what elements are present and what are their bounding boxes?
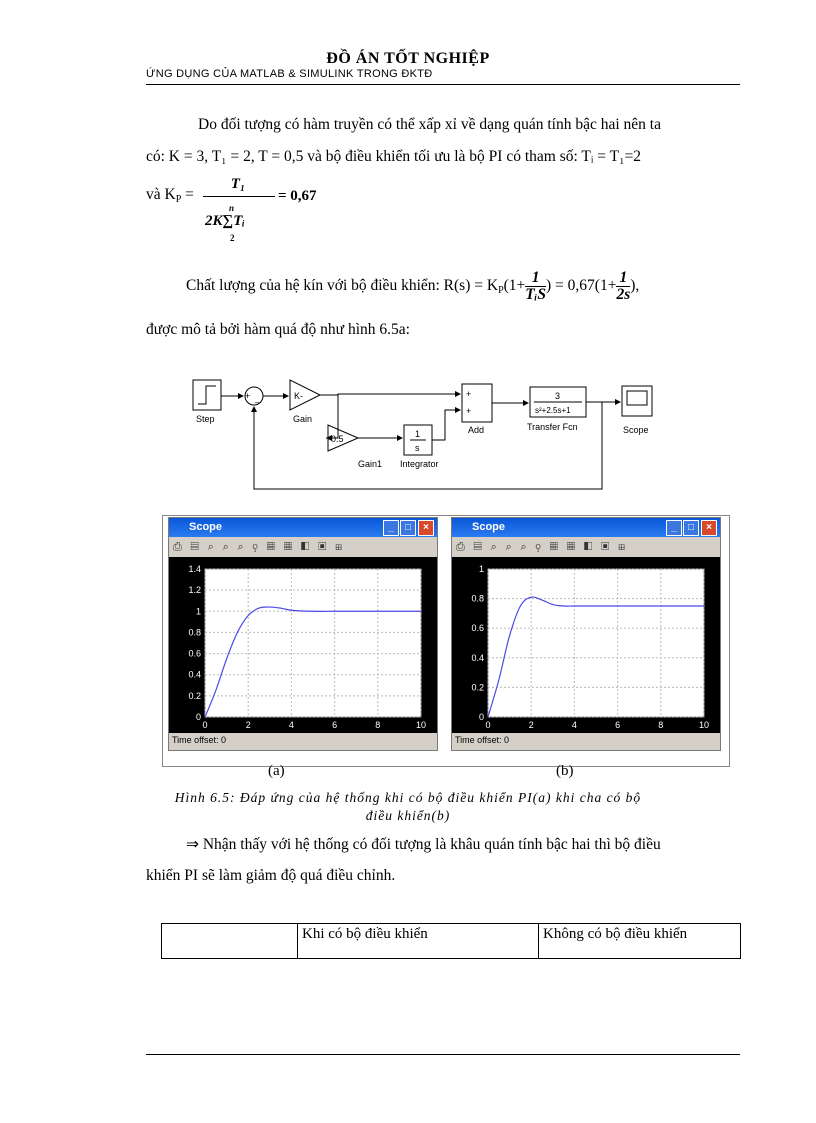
y-tick-label: 0 bbox=[478, 712, 484, 722]
x-tick-label: 10 bbox=[698, 720, 710, 730]
kp-result: = 0,67 bbox=[278, 188, 317, 204]
x-tick-label: 6 bbox=[615, 720, 621, 730]
y-tick-label: 0.8 bbox=[471, 593, 484, 604]
p2-end: ), bbox=[630, 277, 640, 295]
scope-b-toolbar[interactable]: ⎙ ▤ ⌕ ⌕ ⌕ ⚲ ▦ ▦ ◧ ▣ ⊞ bbox=[452, 537, 720, 557]
gain1-value: 0.5 bbox=[331, 434, 344, 444]
p2-frac1-num: 1 bbox=[525, 270, 546, 287]
maximize-icon[interactable]: □ bbox=[683, 520, 699, 536]
p2-mid2: ) = 0,67(1+ bbox=[546, 277, 617, 295]
footer-rule bbox=[146, 1054, 740, 1055]
table-cell-without-controller: Không có bộ điều khiển bbox=[539, 924, 741, 959]
integrator-label: Integrator bbox=[400, 459, 439, 469]
plot-area bbox=[488, 569, 704, 717]
paragraph-2 bbox=[186, 270, 639, 303]
svg-text:_: _ bbox=[255, 393, 261, 403]
x-tick-label: 8 bbox=[658, 720, 664, 730]
x-tick-label: 10 bbox=[415, 720, 427, 730]
paragraph-3: được mô tả bởi hàm quá độ như hình 6.5a: bbox=[146, 321, 410, 338]
scope-a-time-offset: Time offset: 0 bbox=[169, 733, 437, 747]
step-label: Step bbox=[196, 414, 215, 424]
plot-area bbox=[205, 569, 421, 717]
close-icon[interactable]: × bbox=[701, 520, 717, 536]
y-tick-label: 0 bbox=[195, 712, 201, 722]
p2-fraction-1 bbox=[525, 270, 546, 303]
scope-window-a[interactable] bbox=[168, 517, 438, 751]
table-row bbox=[162, 924, 741, 959]
x-tick-label: 8 bbox=[375, 720, 381, 730]
kp-numerator: T₁ bbox=[230, 176, 246, 192]
simulink-diagram bbox=[190, 376, 660, 496]
close-icon[interactable]: × bbox=[418, 520, 434, 536]
kp-formula bbox=[146, 185, 194, 210]
gain1-label: Gain1 bbox=[358, 459, 383, 469]
kp-prefix: và K bbox=[146, 186, 176, 203]
figure-label-a: (a) bbox=[268, 763, 285, 779]
kp-denominator: 2K∑Tᵢ bbox=[205, 213, 245, 229]
scope-block[interactable] bbox=[622, 386, 652, 416]
y-tick-label: 1.4 bbox=[188, 564, 201, 574]
paragraph-1-line-2: có: K = 3, T₁ = 2, T = 0,5 và bộ điều khiển tối ưu là bộ PI có tham số: Tᵢ = T₁=2 bbox=[146, 148, 641, 165]
scope-b-titlebar[interactable] bbox=[452, 518, 720, 537]
scope-label: Scope bbox=[623, 425, 649, 435]
y-tick-label: 0.2 bbox=[188, 690, 201, 701]
figure-label-b: (b) bbox=[556, 763, 574, 779]
table-cell-empty bbox=[162, 924, 298, 959]
scope-b-plot bbox=[452, 557, 720, 733]
p2-mid1: (1+ bbox=[503, 277, 526, 295]
y-tick-label: 0.2 bbox=[471, 682, 484, 693]
svg-text:+: + bbox=[245, 391, 251, 401]
step-block[interactable] bbox=[193, 380, 221, 410]
p2-frac1-den: TᵢS bbox=[525, 286, 546, 303]
p2-text: Chất lượng của hệ kín với bộ điều khiển: R(s) = K bbox=[186, 277, 499, 295]
gain-label: Gain bbox=[293, 414, 313, 424]
scope-a-plot bbox=[169, 557, 437, 733]
y-tick-label: 1 bbox=[478, 564, 484, 574]
y-tick-label: 1 bbox=[195, 606, 201, 617]
y-tick-label: 0.6 bbox=[471, 623, 484, 634]
minimize-icon[interactable]: _ bbox=[666, 520, 682, 536]
x-tick-label: 4 bbox=[571, 720, 577, 730]
comparison-table bbox=[161, 923, 741, 959]
scope-a-title: Scope bbox=[189, 521, 223, 533]
paragraph-1-line-1: Do đối tượng có hàm truyền có thể xấp xỉ về dạng quán tính bậc hai nên ta bbox=[198, 116, 661, 133]
kp-equals: = bbox=[185, 186, 194, 203]
x-tick-label: 0 bbox=[485, 720, 491, 730]
y-tick-label: 0.8 bbox=[188, 627, 201, 638]
scope-a-toolbar[interactable]: ⎙ ▤ ⌕ ⌕ ⌕ ⚲ ▦ ▦ ◧ ▣ ⊞ bbox=[169, 537, 437, 557]
document-title: ĐỒ ÁN TỐT NGHIỆP bbox=[326, 50, 490, 67]
scope-a-titlebar[interactable] bbox=[169, 518, 437, 537]
svg-text:+: + bbox=[466, 406, 472, 416]
p2-frac2-den: 2s bbox=[616, 286, 631, 303]
x-tick-label: 2 bbox=[245, 720, 251, 730]
scope-b-time-offset: Time offset: 0 bbox=[452, 733, 720, 747]
p2-fraction-2 bbox=[616, 270, 630, 303]
integrator-num: 1 bbox=[415, 429, 421, 439]
x-tick-label: 6 bbox=[332, 720, 338, 730]
y-tick-label: 0.4 bbox=[471, 652, 484, 663]
x-tick-label: 4 bbox=[288, 720, 294, 730]
kp-sum-bottom: 2 bbox=[230, 233, 235, 243]
maximize-icon[interactable]: □ bbox=[400, 520, 416, 536]
y-tick-label: 1.2 bbox=[188, 585, 201, 596]
kp-sum-top: n bbox=[229, 203, 235, 213]
p2-subscript: P bbox=[498, 285, 504, 297]
conclusion-line-1: ⇒ Nhận thấy với hệ thống có đối tượng là khâu quán tính bậc hai thì bộ điều bbox=[186, 836, 661, 853]
figure-caption-line-2: điều khiển(b) bbox=[365, 808, 451, 823]
tf-num: 3 bbox=[555, 391, 561, 401]
integrator-den: s bbox=[415, 443, 420, 453]
tf-label: Transfer Fcn bbox=[527, 422, 578, 432]
kp-subscript: P bbox=[175, 194, 182, 205]
header-rule bbox=[146, 84, 740, 85]
x-tick-label: 2 bbox=[528, 720, 534, 730]
document-subtitle: ỨNG DỤNG CỦA MATLAB & SIMULINK TRONG ĐKTĐ bbox=[146, 68, 433, 80]
p2-frac2-num: 1 bbox=[616, 270, 630, 287]
add-label: Add bbox=[468, 425, 485, 435]
figure-caption-line-1: Hình 6.5: Đáp ứng của hệ thống khi có bộ điều khiển PI(a) khi cha có bộ bbox=[174, 790, 642, 805]
minimize-icon[interactable]: _ bbox=[383, 520, 399, 536]
x-tick-label: 0 bbox=[202, 720, 208, 730]
svg-text:+: + bbox=[466, 389, 472, 399]
tf-den: s²+2.5s+1 bbox=[535, 406, 571, 415]
table-cell-with-controller: Khi có bộ điều khiển bbox=[298, 924, 539, 959]
scope-window-b[interactable] bbox=[451, 517, 721, 751]
conclusion-line-2: khiển PI sẽ làm giảm độ quá điều chỉnh. bbox=[146, 867, 396, 884]
kp-fraction-bar bbox=[203, 196, 275, 197]
y-tick-label: 0.6 bbox=[188, 648, 201, 659]
scope-b-title: Scope bbox=[472, 521, 506, 533]
gain-value: K- bbox=[294, 391, 303, 401]
y-tick-label: 0.4 bbox=[188, 669, 201, 680]
